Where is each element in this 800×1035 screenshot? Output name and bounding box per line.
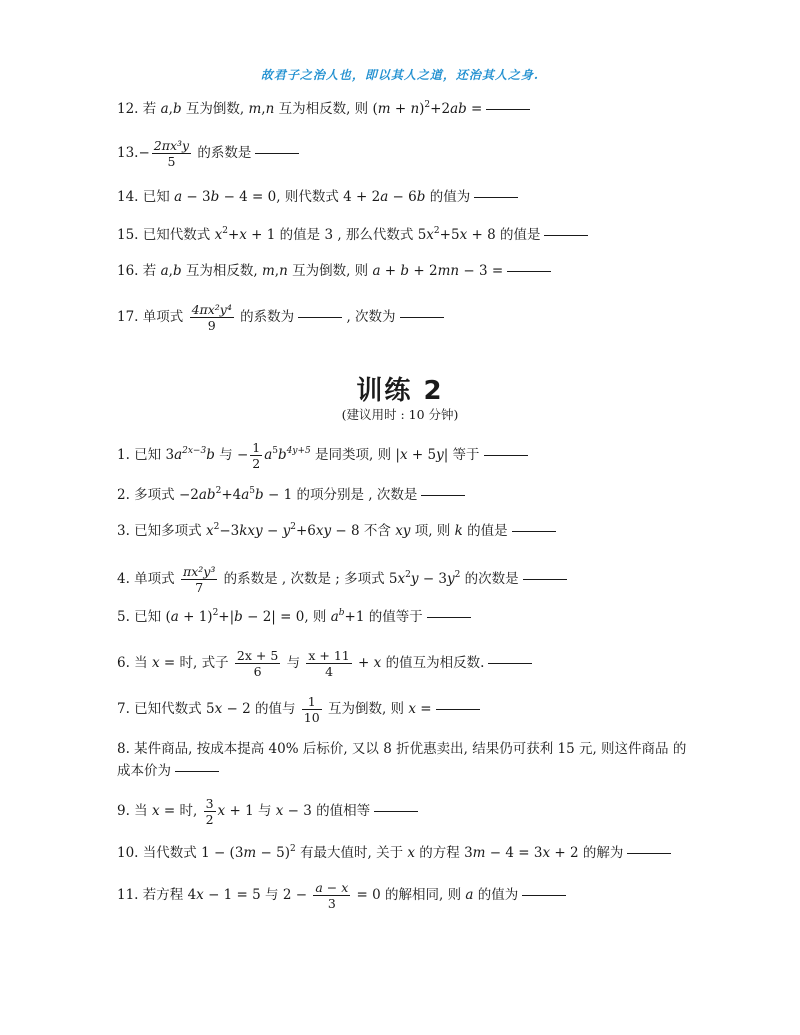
- question-10: 10. 当代数式 $1 - (3m - 5)^2$ 有最大值时, 关于 x 的方程 3m − 4 = 3x + 2 的解为: [117, 842, 717, 864]
- answer-blank[interactable]: [488, 662, 532, 664]
- answer-blank[interactable]: [436, 708, 480, 710]
- answer-blank[interactable]: [512, 530, 556, 532]
- answer-blank[interactable]: [486, 108, 530, 110]
- answer-blank[interactable]: [522, 894, 566, 896]
- header-motto: 故君子之治人也，即以其人之道，还治其人之身.: [260, 68, 540, 82]
- answer-blank[interactable]: [523, 578, 567, 580]
- section-title: 训练 2: [356, 376, 444, 406]
- answer-blank[interactable]: [507, 270, 551, 272]
- answer-blank[interactable]: [400, 316, 444, 318]
- fraction: $\frac{3}{2}$: [205, 796, 214, 827]
- question-1: 1. 已知 $3a^{2x-3}b$ 与 − $\frac{1}{2}$ $a^5b^{4y+5}$ 是同类项, 则 |x + 5y| 等于: [117, 440, 717, 471]
- question-13: 13.− $\frac{\text{2πx³y}}{5}$ 的系数是: [117, 138, 717, 169]
- question-2: 2. 多项式 $-2ab^2+4a^5b - 1$ 的项分别是 , 次数是: [117, 484, 717, 506]
- question-11: 11. 若方程 4x − 1 = 5 与 2 − $\frac{a - x}{3}$ = 0 的解相同, 则 a 的值为: [117, 880, 717, 911]
- section-subtitle: (建议用时 : 10 分钟): [341, 407, 459, 422]
- answer-blank[interactable]: [421, 494, 465, 496]
- fraction: $\frac{\text{πx²y³}}{7}$: [182, 564, 216, 595]
- fraction: $\frac{\text{2πx³y}}{5}$: [153, 138, 190, 169]
- answer-blank[interactable]: [298, 316, 342, 318]
- question-12: 12. 若 a,b 互为倒数, m,n 互为相反数, 则 $(m + n)^2+2ab$ =: [117, 98, 717, 120]
- fraction: $\frac{\text{4πx²y⁴}}{9}$: [191, 302, 232, 333]
- answer-blank[interactable]: [627, 852, 671, 854]
- question-16: 16. 若 a,b 互为相反数, m,n 互为倒数, 则 a + b + 2mn − 3 =: [117, 260, 717, 282]
- fraction: $\frac{a - x}{3}$: [315, 880, 349, 911]
- answer-blank[interactable]: [374, 810, 418, 812]
- answer-blank[interactable]: [484, 454, 528, 456]
- fraction: $\frac{x + 11}{4}$: [308, 648, 350, 679]
- question-3: 3. 已知多项式 $x^2-3kxy - y^2+6xy - 8$ 不含 xy 项, 则 k 的值是: [117, 520, 717, 542]
- question-14: 14. 已知 a − 3b − 4 = 0, 则代数式 4 + 2a − 6b 的值为: [117, 186, 717, 208]
- question-4: 4. 单项式 $\frac{\text{πx²y³}}{7}$ 的系数是 , 次数是 ; 多项式 $5x^2y - 3y^2$ 的次数是: [117, 564, 717, 595]
- answer-blank[interactable]: [427, 616, 471, 618]
- answer-blank[interactable]: [175, 770, 219, 772]
- question-15: 15. 已知代数式 $x^2+x + 1$ 的值是 3 , 那么代数式 $5x^2+5x + 8$ 的值是: [117, 224, 717, 246]
- answer-blank[interactable]: [544, 234, 588, 236]
- question-8: 8. 某件商品, 按成本提高 40% 后标价, 又以 8 折优惠卖出, 结果仍可获利 15 元, 则这件商品 的成本价为: [117, 741, 687, 779]
- fraction: $\frac{1}{2}$: [252, 440, 261, 471]
- answer-blank[interactable]: [474, 196, 518, 198]
- question-6: 6. 当 x = 时, 式子 $\frac{2x + 5}{6}$ 与 $\frac{x + 11}{4}$ + x 的值互为相反数.: [117, 648, 717, 679]
- answer-blank[interactable]: [255, 152, 299, 154]
- question-9: 9. 当 x = 时, $\frac{3}{2}$ x + 1 与 x − 3 的值相等: [117, 796, 717, 827]
- question-17: 17. 单项式 $\frac{\text{4πx²y⁴}}{9}$ 的系数为 , 次数为: [117, 302, 717, 333]
- question-5: 5. 已知 $(a + 1)^2+|b - 2| = 0$, 则 $a^b+1$ 的值等于: [117, 606, 717, 628]
- fraction: $\frac{1}{10}$: [303, 694, 320, 725]
- fraction: $\frac{2x + 5}{6}$: [236, 648, 279, 679]
- question-7: 7. 已知代数式 5x − 2 的值与 $\frac{1}{10}$ 互为倒数, 则 x =: [117, 694, 717, 725]
